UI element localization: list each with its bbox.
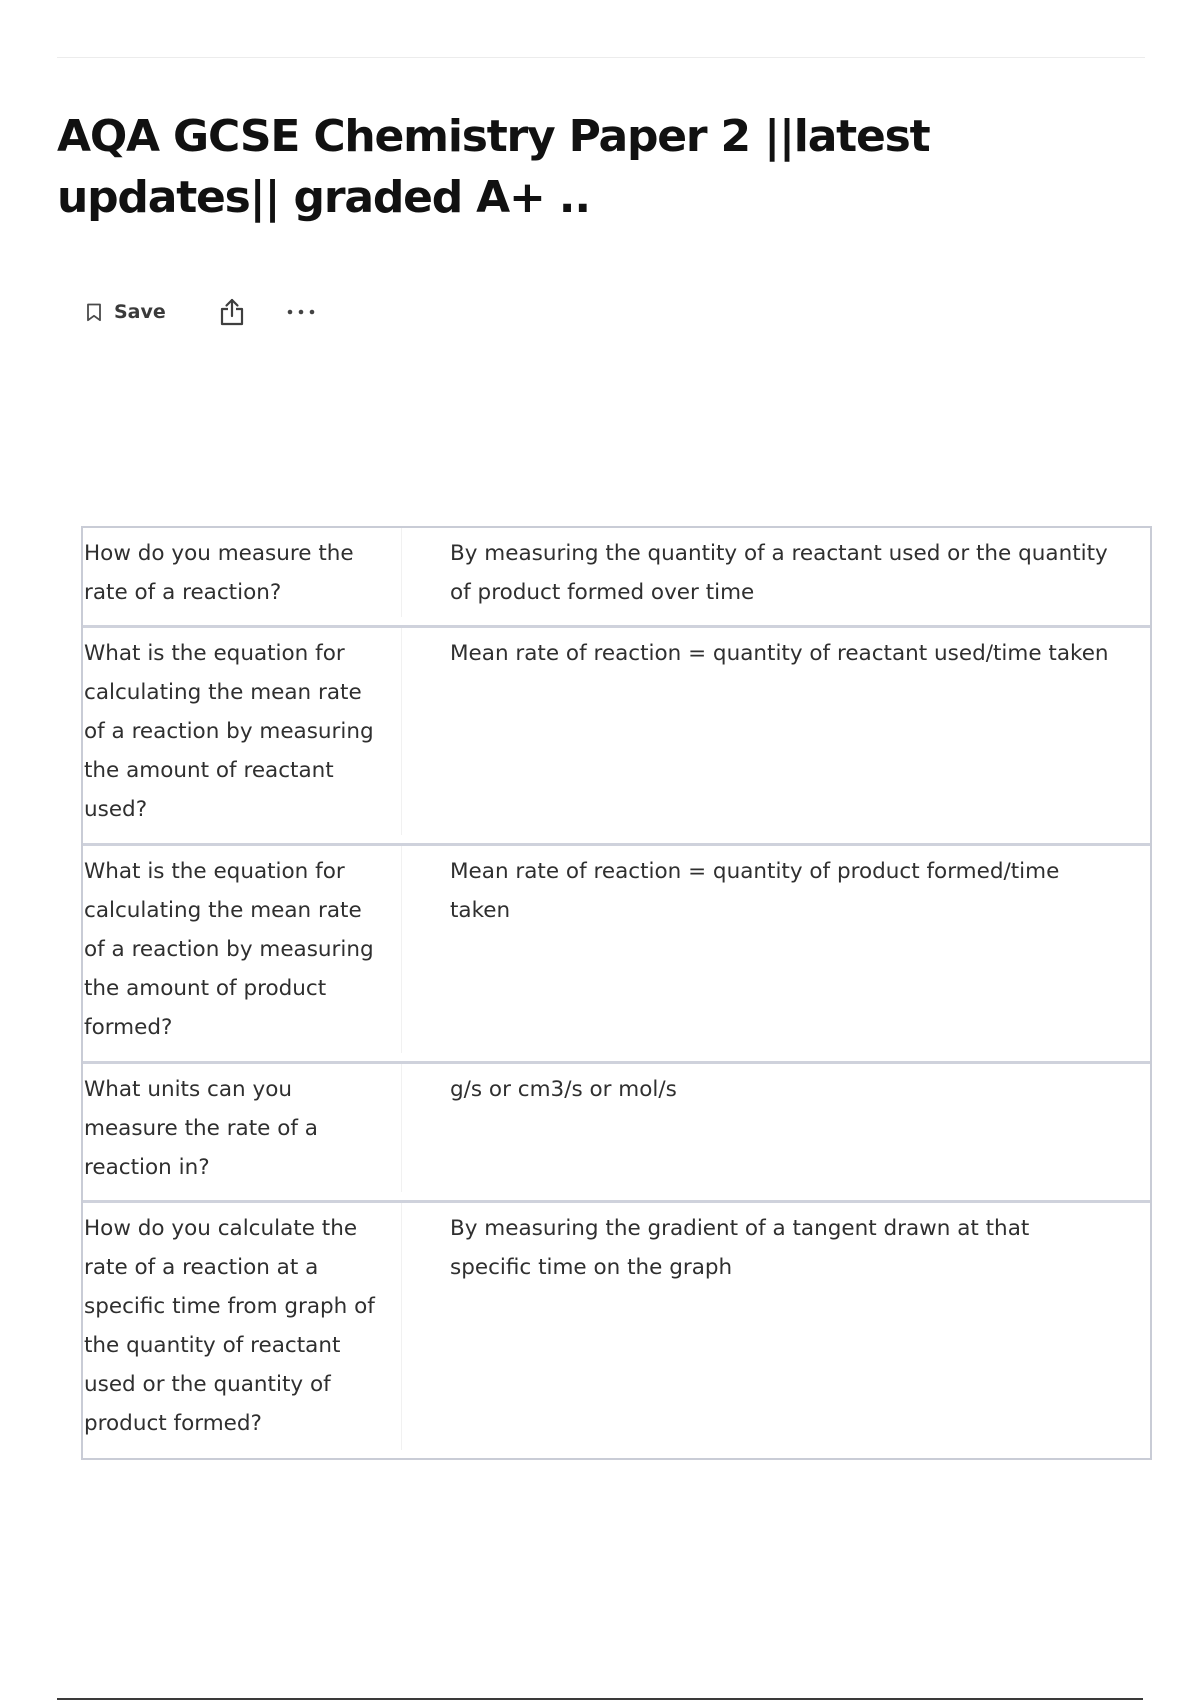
definition-cell: Mean rate of reaction = quantity of reactant used/time taken bbox=[450, 641, 1109, 666]
table-row bbox=[83, 528, 1150, 628]
document-toolbar bbox=[86, 294, 316, 330]
table-row bbox=[83, 846, 1150, 1064]
definition-cell: Mean rate of reaction = quantity of product formed/time taken bbox=[450, 859, 1060, 923]
save-label: Save bbox=[114, 301, 166, 323]
page-title: AQA GCSE Chemistry Paper 2 ||latest updates|| graded A+ .. bbox=[57, 111, 930, 223]
table-row bbox=[83, 1203, 1150, 1458]
table-row bbox=[83, 628, 1150, 846]
more-options-button[interactable] bbox=[286, 308, 316, 316]
share-icon bbox=[218, 297, 246, 327]
more-options-icon bbox=[286, 308, 316, 316]
share-button[interactable] bbox=[218, 297, 246, 327]
top-divider bbox=[57, 57, 1145, 58]
term-cell: How do you measure the rate of a reaction? bbox=[83, 528, 402, 617]
definition-cell: By measuring the gradient of a tangent drawn at that specific time on the graph bbox=[450, 1216, 1030, 1280]
definition-cell: By measuring the quantity of a reactant used or the quantity of product formed over time bbox=[450, 541, 1108, 605]
table-row bbox=[83, 1064, 1150, 1203]
save-button[interactable] bbox=[86, 301, 166, 323]
flashcard-table bbox=[81, 526, 1152, 1460]
term-cell: How do you calculate the rate of a reaction at a specific time from graph of the quantity of reactant used or the quantity of product formed? bbox=[83, 1203, 402, 1450]
bookmark-icon bbox=[86, 303, 102, 322]
definition-cell: g/s or cm3/s or mol/s bbox=[450, 1077, 677, 1102]
term-cell: What units can you measure the rate of a reaction in? bbox=[83, 1064, 402, 1192]
term-cell: What is the equation for calculating the mean rate of a reaction by measuring the amount of product formed? bbox=[83, 846, 402, 1053]
term-cell: What is the equation for calculating the mean rate of a reaction by measuring the amount of reactant used? bbox=[83, 628, 402, 835]
